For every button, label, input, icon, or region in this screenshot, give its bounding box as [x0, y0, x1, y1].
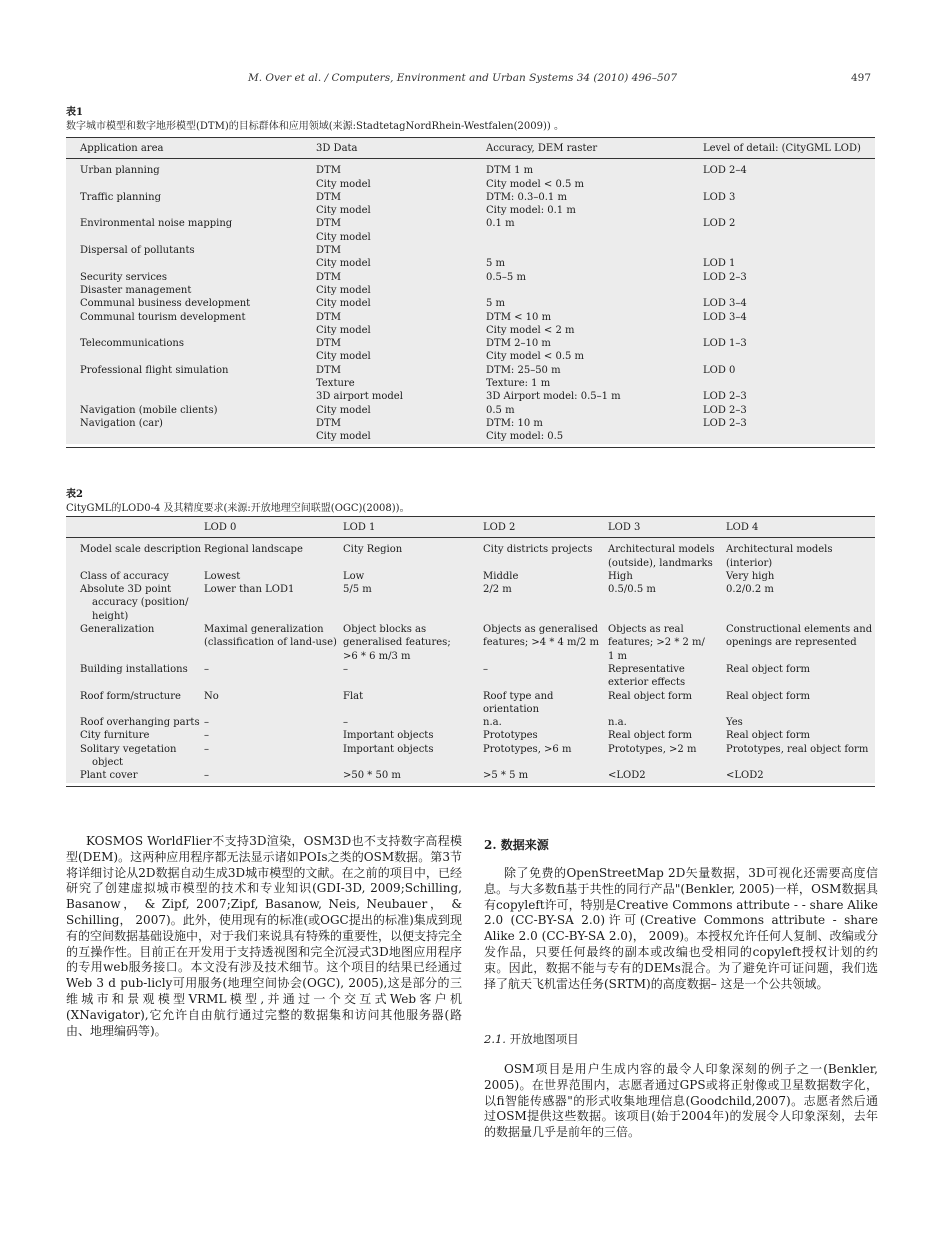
table1-cell: LOD 2–3: [703, 271, 747, 283]
table1-cell: [703, 377, 875, 390]
table1-cell: [486, 284, 703, 297]
table2-cell: [726, 570, 875, 583]
table2-cell: [66, 663, 204, 690]
table1-col-header: Level of detail: (CityGML LOD): [703, 143, 861, 154]
table2-cell-line: Model scale description: [80, 544, 202, 556]
table1-cell: Communal business development: [80, 298, 251, 310]
table2-cell-line: Yes: [726, 717, 743, 729]
table1-cell: Communal tourism development: [80, 311, 246, 323]
table1-cell: [66, 350, 316, 363]
table1-cell: Navigation (car): [80, 417, 163, 429]
table1-cell: City model < 2 m: [486, 324, 575, 336]
table1-cell: [66, 257, 316, 270]
table1-cell: City model: [316, 431, 371, 443]
table2-cell-line: features; >4 * 4 m/2 m: [483, 637, 599, 649]
table2-cell-line: Prototypes: [483, 730, 538, 742]
table2-cell: [204, 570, 343, 583]
table1-row: [66, 204, 875, 217]
table2-cell: [608, 623, 726, 663]
table1-cell: [703, 324, 875, 337]
table1-bottom-rule: [66, 447, 875, 448]
table2-cell: [343, 623, 483, 663]
table2-cell: [608, 690, 726, 717]
table1-row: [66, 178, 875, 191]
table1-row: [66, 324, 875, 337]
table2: [66, 516, 875, 787]
table2-cell: [343, 743, 483, 770]
table2-cell-line: <LOD2: [608, 770, 646, 782]
table1-cell: [486, 244, 703, 257]
table2-cell: [608, 743, 726, 770]
table2-cell-line: –: [204, 730, 209, 742]
table2-cell-line: –: [483, 663, 488, 675]
table2-cell-line: generalised features;: [343, 637, 451, 649]
table2-cell: [66, 716, 204, 729]
table2-cell-line: City Region: [343, 544, 403, 556]
right-paragraph-2: OSM项目是用户生成内容的最令人印象深刻的例子之一(Benkler, 2005)。在世界范围内，志愿者通过GPS或将正射像或卫星数据数字化，以fi智能传感器"的形式收集地理信息(Goodchild,2007)。志愿者然后通过OSM提供这些数据。该项目(始于2004年)的发展令人印象深刻，去年的数据量几乎是前年的三倍。: [484, 1062, 878, 1140]
subsection-number: 2.1.: [484, 1032, 506, 1046]
table1-cell: LOD 2–4: [703, 165, 747, 177]
table1-cell: [66, 390, 316, 403]
table1-cell: DTM: 10 m: [486, 417, 543, 429]
table1-row: [66, 257, 875, 270]
table1-cell: City model < 0.5 m: [486, 178, 585, 190]
table1-cell: 5 m: [486, 258, 506, 270]
table2-cell-line: No: [204, 690, 219, 702]
table1-cell: DTM: [316, 311, 341, 323]
table2-cell-line: <LOD2: [726, 770, 764, 782]
table2-cell-line: Real object form: [726, 690, 811, 702]
table2-row: [66, 743, 875, 770]
table1-cell: City model: [316, 284, 371, 296]
table1-cell: [66, 204, 316, 217]
table2-cell: [204, 538, 343, 570]
table2-cell: [608, 769, 726, 782]
subsection-heading: [484, 1031, 579, 1047]
table2-cell: [608, 663, 726, 690]
table1-col-header: Application area: [80, 143, 164, 154]
table2-col-header: [66, 517, 204, 538]
left-paragraph: KOSMOS WorldFlier不支持3D渲染，OSM3D也不支持数字高程模型(DEM)。这两种应用程序都无法显示诸如POIs之类的OSM数据。第3节将详细讨论从2D数据自动生成3D城市模型的文献。在之前的项目中，已经研究了创建虚拟城市模型的技术和专业知识(GDI-3D, 2009;Schilling, Basanow， & Zipf, 2007;Zipf, Basanow, Neis, Neubauer， & Schilling， 2007)。此外，使用现有的标准(或OGC提出的标准)集成到现有的空间数据基础设施中，对于我们来说具有特殊的重要性，以便支持完全的互操作性。目前正在开发用于支持透视图和完全沉浸式3D地图应用程序的专用web服务接口。本文没有涉及技术细节。这个项目的结果已经通过Web 3 d pub-licly可用服务(地理空间协会(OGC), 2005),这是部分的三维城市和景观模型VRML模型,并通过一个交互式Web客户机(XNavigator),它允许自由航行通过完整的数据集和访问其他服务器(路由、地理编码等)。: [66, 834, 463, 1038]
table2-cell-line: –: [204, 663, 209, 675]
table2-cell: [726, 538, 875, 570]
table2-col-header: LOD 4: [726, 522, 759, 533]
table2-cell-line: (interior): [726, 557, 773, 569]
table2-cell-line: 0.2/0.2 m: [726, 584, 774, 596]
table2-cell-line: n.a.: [483, 717, 502, 729]
table2-cell: [66, 690, 204, 717]
table2-row: [66, 570, 875, 583]
table1-cell: Texture: [316, 378, 355, 390]
table2-cell: [483, 729, 608, 742]
table1-cell: Professional flight simulation: [80, 364, 229, 376]
table2-cell-line: openings are represented: [726, 637, 857, 649]
table1-cell: [486, 231, 703, 244]
table2-cell: [483, 716, 608, 729]
table2-col-header: LOD 1: [343, 522, 376, 533]
table1-cell: City model: [316, 205, 371, 217]
table1-cell: [66, 377, 316, 390]
running-head: M. Over et al. / Computers, Environment and Urban Systems 34 (2010) 496–507: [247, 72, 678, 84]
table1-cell: [703, 231, 875, 244]
table2-cell-line: >6 * 6 m/3 m: [343, 650, 411, 662]
table1-col-header: Accuracy, DEM raster: [486, 143, 598, 154]
table2-cell-line: Maximal generalization: [204, 624, 324, 636]
table2-cell: [726, 583, 875, 623]
table1-cell: DTM: [316, 417, 341, 429]
table2-cell-line: Real object form: [726, 663, 811, 675]
table1-row: [66, 430, 875, 443]
table2-cell: [343, 729, 483, 742]
table2-cell: [204, 690, 343, 717]
table2-cell: [483, 663, 608, 690]
table2-cell-line: Objects as real: [608, 624, 684, 636]
table1-cell: [66, 178, 316, 191]
table1-cell: [66, 430, 316, 443]
table2-cell-line: Architectural models: [608, 544, 715, 556]
table1-cell: [703, 350, 875, 363]
table1-cell: 0.5 m: [486, 404, 515, 416]
table1-cell: [66, 231, 316, 244]
table1-cell: DTM < 10 m: [486, 311, 552, 323]
table1-cell: LOD 3–4: [703, 298, 747, 310]
table1-cell: LOD 2: [703, 218, 736, 230]
table1-row: [66, 364, 875, 377]
table2-cell: [726, 690, 875, 717]
table1-row: [66, 244, 875, 257]
table2-cell-line: Flat: [343, 690, 364, 702]
table1-cell: City model: [316, 351, 371, 363]
table2-cell-line: (classification of land-use): [204, 637, 337, 649]
table2-cell: [66, 769, 204, 782]
table1-cell: DTM: [316, 364, 341, 376]
table2-cell: [608, 583, 726, 623]
table1-cell: Navigation (mobile clients): [80, 404, 218, 416]
table1-row: [66, 271, 875, 284]
table2-cell-line: Lowest: [204, 570, 241, 582]
table2-cell: [204, 583, 343, 623]
table2-cell: [483, 623, 608, 663]
table1-cell: LOD 2–3: [703, 404, 747, 416]
table2-bottom-rule: [66, 786, 875, 787]
table2-row: [66, 690, 875, 717]
table2-cell: [483, 690, 608, 717]
table2-cell-line: >50 * 50 m: [343, 770, 401, 782]
table1-cell: DTM: 0.3–0.1 m: [486, 191, 567, 203]
table1-row: [66, 297, 875, 310]
table1-cell: Urban planning: [80, 165, 160, 177]
table2-cell-line: –: [204, 743, 209, 755]
table1-cell: City model: [316, 258, 371, 270]
table2-cell-line: Roof type and: [483, 690, 554, 702]
table2-cell-line: Middle: [483, 570, 519, 582]
table1-cell: Security services: [80, 271, 167, 283]
table1-row: [66, 217, 875, 230]
table2-cell: [66, 743, 204, 770]
table2-label: 表2: [66, 489, 83, 500]
table1: [66, 137, 875, 448]
table1-cell: [703, 178, 875, 191]
table1-cell: Dispersal of pollutants: [80, 245, 195, 257]
table1-cell: City model: [316, 324, 371, 336]
table1-cell: City model: 0.1 m: [486, 205, 576, 217]
table1-row: [66, 417, 875, 430]
table1-cell: 3D airport model: [316, 391, 403, 403]
table2-col-header: LOD 0: [204, 522, 237, 533]
table1-cell: LOD 1–3: [703, 338, 747, 350]
table1-cell: DTM 2–10 m: [486, 338, 551, 350]
table2-col-header: LOD 2: [483, 522, 516, 533]
table2-cell: [483, 769, 608, 782]
table1-row: [66, 284, 875, 297]
table2-cell-line: High: [608, 570, 633, 582]
table2-cell: [66, 623, 204, 663]
table2-cell-line: Prototypes, >6 m: [483, 743, 572, 755]
table1-cell: DTM: [316, 191, 341, 203]
table1-cell: [703, 430, 875, 443]
table2-cell-line: Object blocks as: [343, 624, 427, 636]
table2-cell: [483, 743, 608, 770]
table2-cell-line: >5 * 5 m: [483, 770, 529, 782]
table2-cell: [343, 583, 483, 623]
subsection-title: 开放地图项目: [509, 1032, 579, 1046]
table1-cell: City model: 0.5: [486, 431, 564, 443]
table2-cell-line: orientation: [483, 703, 540, 715]
table2-cell-line: Very high: [726, 570, 775, 582]
table2-cell-line: Constructional elements and: [726, 624, 873, 636]
table2-cell: [483, 538, 608, 570]
table2-cell-line: –: [204, 770, 209, 782]
table1-cell: [703, 204, 875, 217]
table1-cell: 3D Airport model: 0.5–1 m: [486, 391, 621, 403]
table2-cell-line: Plant cover: [80, 770, 138, 782]
table2-cell: [204, 663, 343, 690]
table1-row: [66, 311, 875, 324]
table2-cell: [343, 716, 483, 729]
table2-cell-line: Generalization: [80, 624, 155, 636]
table1-cell: DTM 1 m: [486, 165, 534, 177]
table2-cell: [608, 716, 726, 729]
table2-cell: [726, 663, 875, 690]
table1-cell: LOD 2–3: [703, 391, 747, 403]
table1-cell: LOD 0: [703, 364, 736, 376]
table1-row: [66, 377, 875, 390]
table1-cell: City model < 0.5 m: [486, 351, 585, 363]
table2-cell: [343, 570, 483, 583]
table2-cell-line: –: [204, 717, 209, 729]
table1-cell: City model: [316, 178, 371, 190]
table2-cell: [608, 538, 726, 570]
table2-col-header: LOD 3: [608, 522, 641, 533]
table1-cell: Texture: 1 m: [486, 378, 551, 390]
table1-row: [66, 337, 875, 350]
table2-caption: CityGML的LOD0-4 及其精度要求(来源:开放地理空间联盟(OGC)(2008))。: [66, 503, 410, 514]
table2-row: [66, 729, 875, 742]
table2-cell: [343, 663, 483, 690]
table2-cell-line: Important objects: [343, 743, 434, 755]
table2-cell: [204, 743, 343, 770]
table2-cell-line: 0.5/0.5 m: [608, 584, 656, 596]
table2-row: [66, 623, 875, 663]
table1-cell: DTM: [316, 165, 341, 177]
table1-cell: 0.1 m: [486, 218, 515, 230]
table2-cell-line: accuracy (position/: [92, 597, 189, 609]
table2-cell-line: Low: [343, 570, 365, 582]
table2-cell-line: 2/2 m: [483, 584, 512, 596]
table1-cell: DTM: [316, 245, 341, 257]
table2-cell-line: Representative: [608, 663, 685, 675]
table2-cell-line: Important objects: [343, 730, 434, 742]
table2-cell-line: object: [92, 757, 124, 769]
table1-row: [66, 159, 875, 178]
table1-cell: [703, 244, 875, 257]
table2-cell-line: Prototypes, real object form: [726, 743, 869, 755]
table1-cell: LOD 3–4: [703, 311, 747, 323]
table2-cell: [66, 729, 204, 742]
table2-row: [66, 716, 875, 729]
table2-cell: [204, 716, 343, 729]
table1-header-row: [66, 138, 875, 159]
table1-col-header: 3D Data: [316, 143, 358, 154]
table2-cell-line: Regional landscape: [204, 544, 303, 556]
table1-row: [66, 390, 875, 403]
table2-cell: [66, 570, 204, 583]
table1-row: [66, 231, 875, 244]
table2-cell: [343, 769, 483, 782]
table2-cell-line: features; >2 * 2 m/: [608, 637, 705, 649]
table2-cell: [608, 570, 726, 583]
table2-row: [66, 769, 875, 782]
table2-cell-line: –: [343, 717, 348, 729]
table1-cell: City model: [316, 298, 371, 310]
table2-cell: [483, 570, 608, 583]
table2-cell-line: Lower than LOD1: [204, 584, 295, 596]
table1-cell: City model: [316, 404, 371, 416]
table2-cell-line: Building installations: [80, 663, 188, 675]
table2-cell: [66, 583, 204, 623]
table2-cell: [608, 729, 726, 742]
table2-cell: [726, 743, 875, 770]
page-number: 497: [851, 72, 872, 84]
table2-row: [66, 538, 875, 570]
table2-cell-line: exterior effects: [608, 677, 686, 689]
table2-cell-line: City districts projects: [483, 544, 593, 556]
table2-cell-line: City furniture: [80, 730, 150, 742]
table2-cell: [483, 583, 608, 623]
table1-cell: Environmental noise mapping: [80, 218, 233, 230]
table1-cell: [703, 284, 875, 297]
table2-cell-line: Class of accuracy: [80, 570, 169, 582]
table1-cell: DTM: 25–50 m: [486, 364, 561, 376]
table1-cell: Disaster management: [80, 284, 192, 296]
table1-label: 表1: [66, 107, 83, 118]
table2-cell-line: Absolute 3D point: [80, 584, 172, 596]
table1-cell: DTM: [316, 218, 341, 230]
table2-cell-line: Prototypes, >2 m: [608, 743, 697, 755]
table2-cell: [66, 538, 204, 570]
table2-cell: [343, 690, 483, 717]
table1-cell: Telecommunications: [80, 338, 184, 350]
table2-cell: [204, 729, 343, 742]
table2-header-row: [66, 517, 875, 538]
table2-cell-line: Architectural models: [726, 544, 833, 556]
table1-row: [66, 350, 875, 363]
table2-cell: [726, 623, 875, 663]
table1-cell: DTM: [316, 271, 341, 283]
table2-cell: [204, 623, 343, 663]
table1-cell: [66, 324, 316, 337]
table2-cell-line: Solitary vegetation: [80, 743, 177, 755]
table2-row: [66, 663, 875, 690]
table2-cell: [726, 729, 875, 742]
section-heading: 2. 数据来源: [484, 838, 549, 852]
table1-cell: Traffic planning: [80, 191, 161, 203]
table2-cell-line: 5/5 m: [343, 584, 372, 596]
table1-cell: LOD 2–3: [703, 417, 747, 429]
table2-row: [66, 583, 875, 623]
table1-row: [66, 404, 875, 417]
table2-cell-line: Roof overhanging parts: [80, 717, 200, 729]
table2-cell-line: (outside), landmarks: [608, 557, 713, 569]
table2-cell-line: Real object form: [608, 730, 693, 742]
table1-caption: 数字城市模型和数字地形模型(DTM)的目标群体和应用领域(来源:StadtetagNordRhein-Westfalen(2009)) 。: [66, 121, 564, 132]
table2-cell-line: Objects as generalised: [483, 624, 599, 636]
table2-cell-line: n.a.: [608, 717, 627, 729]
table2-cell-line: Real object form: [608, 690, 693, 702]
table2-cell-line: –: [343, 663, 348, 675]
table2-cell-line: 1 m: [608, 650, 628, 662]
right-paragraph-1: 除了免费的OpenStreetMap 2D矢量数据，3D可视化还需要高度信息。与大多数fi基于共性的同行产品"(Benkler, 2005)一样，OSM数据具有copyleft许可，特别是Creative Commons attribute - - share Alike 2.0 (CC-BY-SA 2.0)许可(Creative Commons attribute - share Alike 2.0 (CC-BY-SA 2.0)， 2009)。本授权允许任何人复制、改编或分发作品，只要任何最终的副本或改编也受相同的copyleft授权计划的约束。因此，数据不能与专有的DEMs混合。为了避免许可证问题，我们选择了航天飞机雷达任务(SRTM)的高度数据– 这是一个公共领域。: [484, 866, 878, 991]
table1-cell: 0.5–5 m: [486, 271, 526, 283]
table1-cell: DTM: [316, 338, 341, 350]
table2-cell-line: height): [92, 610, 129, 622]
table1-cell: LOD 3: [703, 191, 736, 203]
table1-cell: LOD 1: [703, 258, 736, 270]
table2-cell: [204, 769, 343, 782]
table2-cell-line: Real object form: [726, 730, 811, 742]
table2-cell: [726, 769, 875, 782]
table1-cell: 5 m: [486, 298, 506, 310]
table2-cell-line: Roof form/structure: [80, 690, 181, 702]
table2-cell: [343, 538, 483, 570]
table1-row: [66, 191, 875, 204]
table1-cell: City model: [316, 231, 371, 243]
table2-cell: [726, 716, 875, 729]
